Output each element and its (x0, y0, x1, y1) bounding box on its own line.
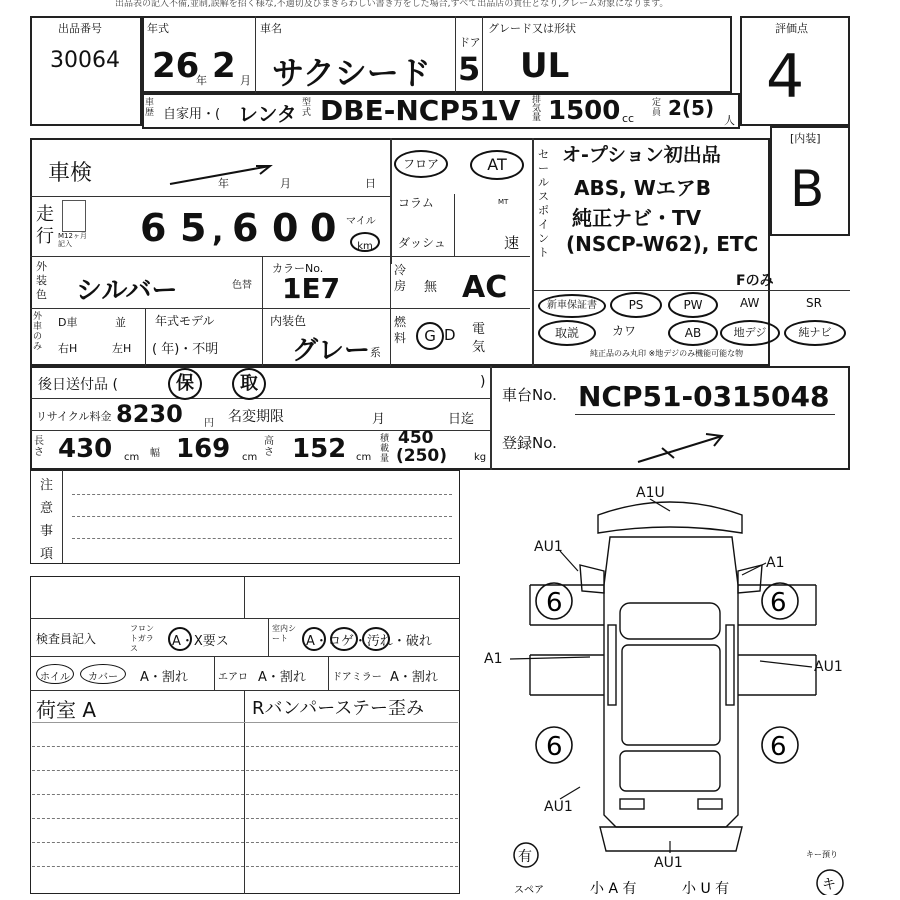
interior-label: [内装] (790, 132, 821, 145)
tire-mark-fl: 6 (546, 588, 563, 618)
option-manual-label: 取説 (554, 326, 579, 340)
year-value: 26 (152, 46, 200, 86)
ac-none: 無 (424, 280, 438, 295)
km-label: km (357, 241, 373, 252)
accessory-manual (232, 368, 266, 400)
front-glass-label: フロントガラス (130, 624, 154, 653)
spare-label: スペア (514, 885, 544, 895)
registration-label: 登録No. (502, 434, 557, 452)
front-glass-circle (168, 627, 192, 651)
recycle-label: リサイクル料金 (36, 410, 112, 423)
model-label: 型式 (302, 98, 312, 118)
at-circle (470, 150, 524, 180)
handle-normal: 並 (115, 316, 126, 329)
color-change-label: 色替 (232, 280, 252, 291)
seat-circle-burn (330, 627, 358, 651)
mileage-digit-5: 0 (310, 206, 337, 250)
at-label: AT (487, 155, 507, 174)
wheel-label: ホイル (40, 672, 70, 683)
tire-mark-rl: 6 (546, 732, 563, 762)
name-change-label: 名変期限 (228, 409, 284, 425)
speed-label: 速 (504, 234, 520, 252)
fuel-gas2: 気 (472, 340, 486, 355)
notes-char-4: 項 (40, 547, 54, 562)
color-value: シルバー (76, 276, 178, 306)
model-year-text: ( 年)・不明 (152, 342, 219, 357)
mileage-digit-3: 6 (232, 206, 259, 250)
floor-label: フロア (402, 157, 439, 171)
seat-label: 室内シート (272, 624, 296, 643)
lot-label: 出品番号 (58, 22, 102, 35)
option-digital-tv-label: 地デジ (733, 326, 767, 339)
capacity-unit: 人 (724, 114, 735, 127)
mileage-digit-2: 5 (180, 206, 207, 250)
capacity-label: 定員 (652, 98, 662, 118)
door-value: 5 (458, 50, 481, 88)
tire-mark-rr: 6 (770, 732, 787, 762)
fuel-diesel: D (444, 326, 456, 344)
car-name-label: 車名 (260, 22, 282, 35)
fuel-gas-circle (416, 322, 444, 350)
damage-mark-front: A1U (636, 485, 665, 501)
mileage-note-box (62, 200, 86, 232)
car-damage-diagram (470, 475, 890, 895)
sales-line-2: ABS, WエアB (574, 176, 711, 200)
registration-strike (630, 428, 730, 468)
shaken-year: 年 (218, 177, 229, 190)
usage-label: 車歴 (145, 98, 155, 118)
month-unit: 月 (240, 74, 251, 87)
year-label: 年式 (147, 22, 169, 35)
notes-char-1: 注 (40, 478, 54, 493)
grade-value: UL (520, 46, 570, 86)
length-unit: cm (124, 452, 140, 463)
option-genuine-navi (784, 320, 846, 346)
height-unit: cm (356, 452, 372, 463)
option-pw-label: PW (683, 298, 703, 312)
mirror-label: ドアミラー (332, 672, 382, 683)
lot-number: 30064 (50, 48, 120, 73)
key-value: キ (822, 877, 836, 893)
name-change-deadline: 日迄 (448, 412, 475, 427)
inspector-note-right: Rバンパーステー歪み (252, 698, 424, 719)
score-label: 評価点 (775, 22, 808, 35)
equipment-footnote: 純正品のみ丸印 ※地デジのみ機能可能な物 (590, 349, 744, 358)
floor-circle (394, 150, 448, 178)
displacement-label: 排気量 (532, 95, 542, 123)
notes-char-3: 事 (40, 524, 54, 539)
color-no-label: カラーNo. (272, 262, 324, 275)
small-u: 小 U 有 (682, 881, 730, 895)
width-unit: cm (242, 452, 258, 463)
ac-value: AC (462, 270, 508, 305)
inspector-label: 検査員記入 (36, 632, 97, 646)
mile-label: マイル (346, 216, 376, 227)
chassis-value: NCP51-0315048 (578, 380, 830, 413)
notes-char-2: 意 (40, 501, 54, 516)
accessories-label: 後日送付品 ( (38, 377, 118, 393)
option-sr: SR (806, 296, 822, 310)
cover-circle (80, 664, 126, 684)
usage-value: レンタ (238, 102, 297, 126)
top-notice: 出品表の記入不備,並制,誤解を招く様な,不適切及びまぎらわしい書き方をした場合,すべて出品店の責任となり,クレーム対象になります。 (115, 0, 669, 9)
key-label: キー預り (806, 850, 838, 859)
accessory-guarantee-label: 保 (176, 373, 194, 394)
sales-point-label: セールスポイント (538, 148, 549, 259)
load-value-2: (250) (396, 446, 448, 466)
width-value: 169 (176, 434, 231, 464)
damage-mark-left: A1 (484, 651, 503, 667)
handle-d: D車 (58, 316, 78, 329)
chassis-label: 車台No. (502, 386, 557, 404)
small-a: 小 A 有 (590, 881, 637, 895)
accessory-guarantee (168, 368, 202, 400)
load-label: 積載量 (380, 434, 390, 464)
sales-line-4: (NSCP-W62), ETC (566, 232, 759, 256)
sales-line-3: 純正ナビ・TV (572, 206, 702, 230)
fuel-gas: G (424, 327, 436, 345)
option-leather: カワ (612, 324, 637, 338)
wheel-value: A・割れ (140, 670, 188, 685)
notes-box (30, 470, 460, 564)
option-warranty-label: 新車保証書 (547, 300, 597, 311)
color-label: 外装色 (36, 260, 47, 301)
ac-label: 冷房 (394, 263, 407, 293)
sales-line-1: オ-プション初出品 (562, 144, 721, 166)
shaken-label: 車検 (48, 161, 93, 186)
tire-mark-fr: 6 (770, 588, 787, 618)
name-change-month: 月 (372, 412, 386, 427)
inspector-box (30, 576, 460, 894)
handle-label: 外車のみ (33, 312, 43, 352)
option-genuine-navi-label: 純ナビ (798, 326, 832, 339)
seat-circle-dirt (362, 627, 390, 651)
f-only-note: Fのみ (736, 273, 774, 289)
grade-label: グレード又は形状 (488, 22, 576, 35)
option-ps-label: PS (628, 298, 644, 312)
length-value: 430 (58, 434, 113, 464)
usage-printed: 自家用・( (163, 107, 221, 122)
length-label: 長さ (34, 436, 44, 458)
interior-color-value: グレー (292, 336, 371, 366)
score-value: 4 (766, 42, 805, 112)
shaken-month: 月 (280, 177, 291, 190)
car-name-value: サクシード (272, 54, 431, 92)
option-ab-label: AB (684, 326, 702, 340)
month-value: 2 (212, 46, 236, 86)
height-label: 高さ (264, 436, 274, 458)
mirror-value: A・割れ (390, 670, 438, 685)
displacement-value: 1500 (548, 96, 621, 126)
fuel-electric: 電 (472, 322, 486, 337)
handle-right: 右H (58, 342, 78, 355)
accessories-close: ) (480, 374, 486, 390)
option-manual (538, 320, 596, 346)
option-ab (668, 320, 718, 346)
spare-value: 有 (518, 849, 532, 865)
model-year-label: 年式モデル (155, 314, 215, 328)
mileage-sep: , (212, 214, 224, 249)
interior-color-suffix: 系 (370, 346, 381, 359)
column-label: コラム (398, 196, 434, 210)
option-warranty (538, 294, 606, 318)
model-value: DBE-NCP51V (320, 94, 521, 127)
damage-mark-right: AU1 (814, 659, 843, 675)
load-value: 450 (398, 428, 434, 448)
fuel-label: 燃料 (394, 315, 407, 345)
option-pw (668, 292, 718, 318)
option-aw: AW (740, 296, 760, 310)
recycle-value: 8230 (116, 400, 183, 428)
damage-mark-rear-left: AU1 (544, 799, 573, 815)
interior-value: B (790, 160, 825, 218)
door-label: ドア (459, 36, 481, 49)
option-digital-tv (720, 320, 780, 346)
wheel-circle (36, 664, 74, 684)
mileage-note: M12ヶ月記入 (58, 232, 87, 248)
capacity-value: 2(5) (668, 96, 715, 120)
damage-mark-front-right: A1 (766, 555, 785, 571)
damage-mark-rear: AU1 (654, 855, 683, 871)
mileage-label: 走行 (36, 204, 54, 247)
option-ps (610, 292, 662, 318)
mileage-digit-4: 0 (272, 206, 299, 250)
dash-label: ダッシュ (398, 236, 446, 250)
color-no-value: 1E7 (282, 272, 341, 305)
speed-note: MT (498, 198, 509, 206)
damage-mark-front-left: AU1 (534, 539, 563, 555)
load-unit: kg (474, 452, 487, 463)
displacement-unit: cc (622, 112, 635, 125)
cover-label: カバー (88, 672, 118, 683)
aero-label: エアロ (218, 672, 248, 683)
mileage-digit-1: 6 (140, 206, 167, 250)
interior-color-label: 内装色 (270, 314, 307, 328)
accessory-manual-label: 取 (240, 373, 258, 394)
width-label: 幅 (150, 448, 160, 459)
handle-left: 左H (112, 342, 132, 355)
shaken-strike (160, 160, 280, 190)
recycle-unit: 円 (204, 418, 214, 429)
seat-circle-a (302, 627, 326, 651)
shaken-day: 日 (365, 177, 376, 190)
height-value: 152 (292, 434, 347, 464)
front-glass-value: A・X要ス (172, 634, 229, 649)
year-unit: 年 (196, 74, 207, 87)
aero-value: A・割れ (258, 670, 306, 685)
inspector-note-left: 荷室 A (36, 698, 97, 722)
seat-value: A・コゲ・汚れ・破れ (306, 634, 432, 649)
km-circle (350, 232, 380, 252)
